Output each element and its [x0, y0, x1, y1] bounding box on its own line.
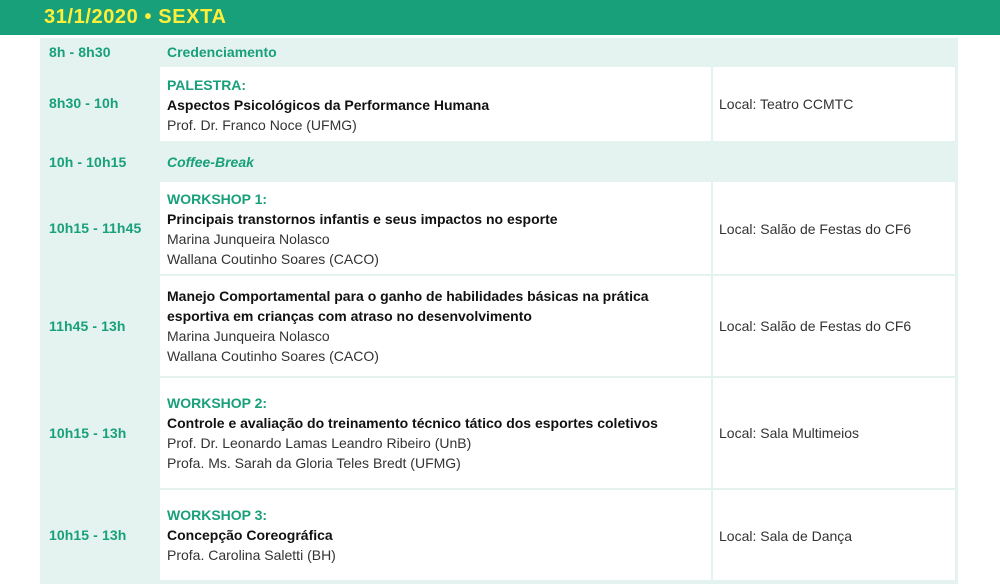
row-label: Credenciamento — [167, 44, 277, 60]
row-location — [713, 490, 955, 580]
row-time: 8h - 8h30 — [49, 44, 111, 60]
speaker: Marina Junqueira Nolasco — [167, 328, 330, 344]
session-title: Principais transtornos infantis e seus impactos no esporte — [167, 211, 558, 227]
speaker: Wallana Coutinho Soares (CACO) — [167, 251, 379, 267]
session-title: Concepção Coreográfica — [167, 527, 333, 543]
schedule-row-coffee-break — [40, 143, 958, 180]
row-location — [713, 276, 955, 376]
schedule-row-credenciamento — [40, 38, 958, 65]
speaker: Profa. Ms. Sarah da Gloria Teles Bredt (UFMG) — [167, 455, 461, 471]
session-title: Aspectos Psicológicos da Performance Humana — [167, 97, 490, 113]
schedule-row-workshop-3 — [40, 490, 958, 580]
session-title: Manejo Comportamental para o ganho de habilidades básicas na prática — [167, 288, 649, 304]
speaker: Profa. Carolina Saletti (BH) — [167, 547, 336, 563]
session-title: Controle e avaliação do treinamento técnico tático dos esportes coletivos — [167, 415, 658, 431]
session-type: WORKSHOP 3: — [167, 507, 268, 523]
row-description — [160, 490, 711, 580]
row-location — [713, 182, 955, 274]
row-time: 10h15 - 11h45 — [49, 220, 142, 236]
row-time: 10h15 - 13h — [49, 527, 127, 543]
row-description — [160, 182, 711, 274]
row-label: Coffee-Break — [167, 154, 254, 170]
location-text: Local: Salão de Festas do CF6 — [719, 318, 912, 334]
row-time: 10h - 10h15 — [49, 154, 127, 170]
page-header — [0, 0, 1000, 35]
schedule-table — [40, 38, 958, 584]
schedule-row-workshop-1 — [40, 182, 958, 274]
row-description — [160, 276, 711, 376]
row-description — [160, 67, 711, 141]
schedule-row-palestra — [40, 67, 958, 141]
speaker: Prof. Dr. Franco Noce (UFMG) — [167, 117, 357, 133]
speaker: Prof. Dr. Leonardo Lamas Leandro Ribeiro (UnB) — [167, 435, 472, 451]
schedule-row-workshop-2 — [40, 378, 958, 488]
session-type: WORKSHOP 2: — [167, 395, 268, 411]
row-location — [713, 67, 955, 141]
session-type: PALESTRA: — [167, 77, 247, 93]
row-time: 11h45 - 13h — [49, 318, 126, 334]
speaker: Marina Junqueira Nolasco — [167, 231, 330, 247]
location-text: Local: Sala de Dança — [719, 528, 853, 544]
location-text: Local: Salão de Festas do CF6 — [719, 221, 912, 237]
session-type: WORKSHOP 1: — [167, 191, 268, 207]
location-text: Local: Teatro CCMTC — [719, 96, 854, 112]
row-location — [713, 378, 955, 488]
row-description — [160, 378, 711, 488]
row-time: 10h15 - 13h — [49, 425, 127, 441]
date-heading: 31/1/2020 • SEXTA — [44, 6, 227, 28]
session-title: esportiva em crianças com atraso no desenvolvimento — [167, 308, 532, 324]
speaker: Wallana Coutinho Soares (CACO) — [167, 348, 379, 364]
schedule-row-manejo — [40, 276, 958, 376]
row-time: 8h30 - 10h — [49, 95, 119, 111]
location-text: Local: Sala Multimeios — [719, 425, 860, 441]
